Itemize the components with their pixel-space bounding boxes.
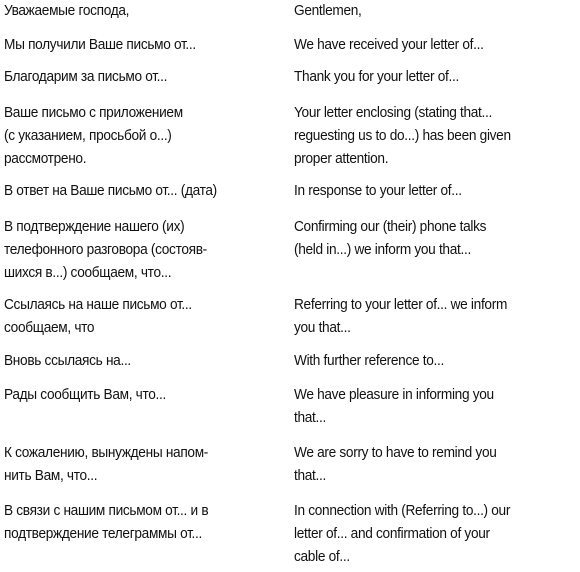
russian-phrase: В связи с нашим письмом от... и в подтверждение телеграммы от... — [4, 502, 209, 542]
english-phrase: Confirming our (their) phone talks (held in...) we inform you that... — [294, 218, 487, 258]
russian-phrase: К сожалению, вынуждены напом- нить Вам, что... — [4, 444, 209, 484]
russian-phrase: Мы получили Ваше письмо от... — [4, 36, 196, 53]
english-phrase: In connection with (Referring to...) our letter of... and confirmation of your cable of... — [294, 502, 511, 565]
english-phrase: In response to your letter of... — [294, 182, 462, 199]
english-phrase: We have pleasure in informing you that... — [294, 386, 494, 426]
russian-phrase: Ссылаясь на наше письмо от... сообщаем, что — [4, 296, 192, 336]
russian-phrase: Благодарим за письмо от... — [4, 68, 168, 85]
english-phrase: With further reference to... — [294, 352, 444, 369]
russian-phrase: В подтверждение нашего (их) телефонного разговора (состояв- шихся в...) сообщаем, что... — [4, 218, 207, 281]
english-phrase: Referring to your letter of... we inform you that... — [294, 296, 508, 336]
english-phrase: We have received your letter of... — [294, 36, 484, 53]
russian-phrase: Рады сообщить Вам, что... — [4, 386, 167, 403]
english-phrase: Gentlemen, — [294, 2, 362, 19]
english-phrase: We are sorry to have to remind you that... — [294, 444, 497, 484]
russian-phrase: Уважаемые господа, — [4, 2, 130, 19]
russian-phrase: В ответ на Ваше письмо от... (дата) — [4, 182, 217, 199]
russian-phrase: Вновь ссылаясь на... — [4, 352, 131, 369]
english-phrase: Thank you for your letter of... — [294, 68, 459, 85]
russian-phrase: Ваше письмо с приложением (с указанием, просьбой о...) рассмотрено. — [4, 104, 183, 167]
english-phrase: Your letter enclosing (stating that... reguesting us to do...) has been given proper attention. — [294, 104, 511, 167]
